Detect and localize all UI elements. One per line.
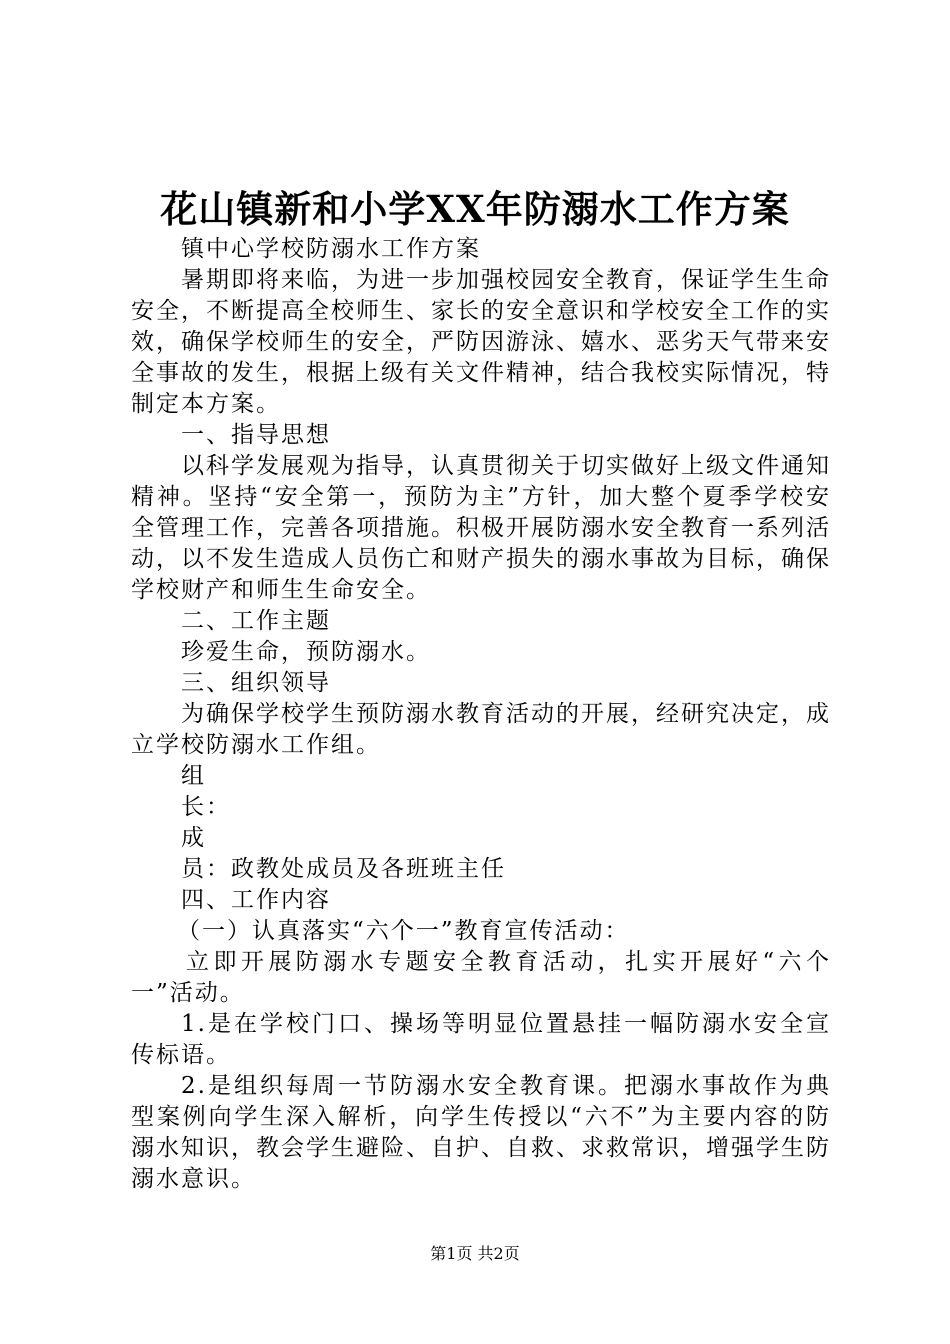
organization-paragraph: 为确保学校学生预防溺水教育活动的开展，经研究决定，成立学校防溺水工作组。 — [131, 701, 831, 758]
group-leader-line-1: 组 — [181, 763, 206, 789]
document-body — [131, 234, 831, 1195]
subsection-heading-six-ones: （一）认真落实“六个一”教育宣传活动： — [177, 918, 630, 944]
document-title: 花山镇新和小学XX年防溺水工作方案 — [160, 187, 790, 231]
list-item-1: 1.是在学校门口、操场等明显位置悬挂一幅防溺水安全宣传标语。 — [131, 1011, 831, 1068]
section-heading-work-content: 四、工作内容 — [181, 887, 331, 913]
section-heading-organization: 三、组织领导 — [181, 670, 331, 696]
members-line-2: 员：政教处成员及各班班主任 — [181, 856, 506, 882]
subtitle-paragraph: 镇中心学校防溺水工作方案 — [181, 236, 481, 262]
list-item-2: 2.是组织每周一节防溺水安全教育课。把溺水事故作为典型案例向学生深入解析，向学生传授以“六不”为主要内容的防溺水知识，教会学生避险、自护、自救、求救常识，增强学生防溺水意识。 — [131, 1073, 831, 1192]
group-leader-line-2: 长： — [181, 794, 231, 820]
work-theme-paragraph: 珍爱生命，预防溺水。 — [181, 639, 431, 665]
section-heading-work-theme: 二、工作主题 — [181, 608, 331, 634]
section-heading-guiding-thought: 一、指导思想 — [181, 422, 331, 448]
intro-paragraph: 暑期即将来临，为进一步加强校园安全教育，保证学生生命安全，不断提高全校师生、家长的安全意识和学校安全工作的实效，确保学校师生的安全，严防因游泳、嬉水、恶劣天气带来安全事故的发生，根据上级有关文件精神，结合我校实际情况，特制定本方案。 — [131, 267, 831, 417]
page-number-footer: 第1页 共2页 — [430, 1244, 520, 1263]
six-ones-paragraph: 立即开展防溺水专题安全教育活动，扎实开展好“六个一”活动。 — [131, 949, 831, 1006]
members-line-1: 成 — [181, 825, 206, 851]
guiding-thought-paragraph: 以科学发展观为指导，认真贯彻关于切实做好上级文件通知精神。坚持“安全第一，预防为主”方针，加大整个夏季学校安全管理工作，完善各项措施。积极开展防溺水安全教育一系列活动，以不发生造成人员伤亡和财产损失的溺水事故为目标，确保学校财产和师生生命安全。 — [131, 453, 831, 603]
